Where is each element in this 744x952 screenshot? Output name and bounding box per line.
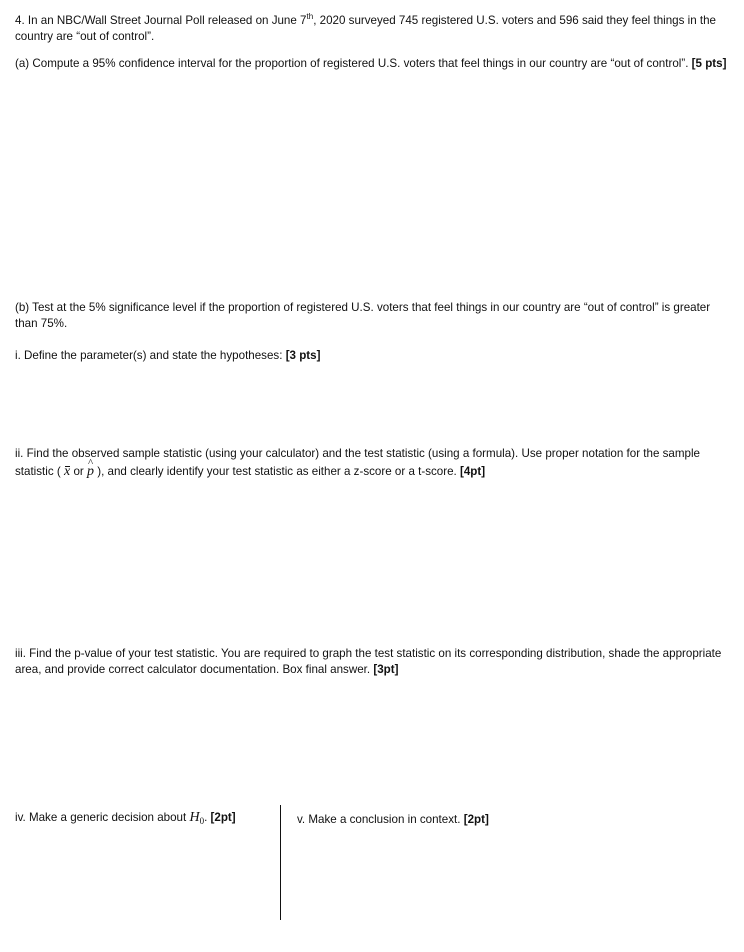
part-iv: iv. Make a generic decision about $H_0$. [2pt] [15,810,236,826]
part-b-text: (b) Test at the 5% significance level if the proportion of registered U.S. voters that feel things in our country are “out of control” is greater than 75%. [15,301,711,330]
part-a-points: [5 pts] [691,57,727,70]
part-iv-text: iv. Make a generic decision about [15,811,187,824]
part-v [297,812,727,828]
h-subscript: 0 [199,816,205,826]
part-ii-text-b: ), and clearly identify your test statistic as either a z-score or a t-score. [97,465,457,478]
part-ii-points: [4pt] [460,465,486,478]
part-a-text: (a) Compute a 95% confidence interval for the proportion of registered U.S. voters that feel things in our country are “out of control”. [15,57,689,70]
h-letter: H [189,810,200,825]
p-hat-symbol: ^ p [87,463,94,481]
part-b [15,300,730,332]
x-bar-symbol: x [63,464,71,479]
part-ii [15,445,730,481]
question-4-intro [15,9,730,45]
h0-symbol [189,810,204,825]
intro-text-a: 4. In an NBC/Wall Street Journal Poll released on June 7 [15,13,307,27]
or-word: or [73,465,84,478]
part-iii-points: [3pt] [373,663,399,676]
part-v-points: [2pt] [463,813,489,826]
intro-text-b: , 2020 surveyed 745 registered U.S. voters and 596 said they feel things in the country are “out of control”. [15,13,716,43]
part-iv-points: [2pt] [210,811,236,824]
part-iii-text: iii. Find the p-value of your test statistic. You are required to graph the test statistic on its corresponding distribution, shade the appropriate area, and provide correct calculator documentation. Box final answer. [15,647,722,676]
part-i-points: [3 pts] [285,349,321,362]
part-i-text: i. Define the parameter(s) and state the hypotheses: [15,349,283,362]
part-a [15,56,730,72]
part-iii [15,646,730,678]
part-ii-text-a: ii. Find the observed sample statistic (using your calculator) and the test statistic (using a formula). Use proper notation for the sample statistic ( [15,447,700,478]
column-divider [280,805,281,920]
part-i [15,348,730,364]
part-v-text: v. Make a conclusion in context. [297,813,461,826]
intro-superscript: th [306,12,314,21]
